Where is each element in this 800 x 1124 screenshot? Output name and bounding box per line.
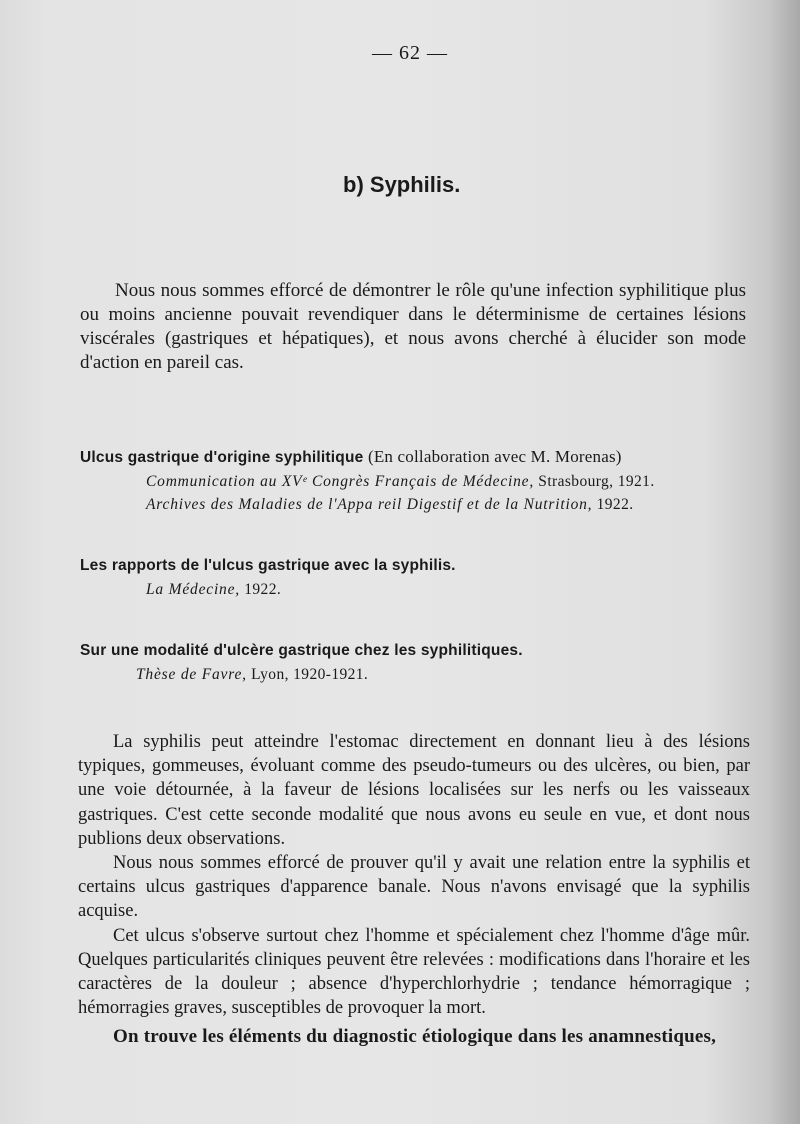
reference-title-text: Ulcus gastrique d'origine syphilitique [80, 449, 364, 466]
reference-source-line [136, 666, 368, 684]
reference-source-line [146, 581, 281, 599]
reference-source-italic: La Médecine, [146, 581, 240, 598]
reference-note: (En collaboration avec M. Morenas) [367, 447, 622, 466]
reference-title [80, 642, 523, 660]
section-label: b) [343, 172, 364, 197]
reference-source-line [146, 473, 655, 491]
reference-source-rest: Strasbourg, 1921. [538, 473, 655, 490]
reference-title-text: Les rapports de l'ulcus gastrique avec la syphilis. [80, 557, 456, 574]
reference-source-italic: Thèse de Favre, [136, 666, 247, 683]
intro-paragraph: Nous nous sommes efforcé de démontrer le rôle qu'une infection syphilitique plus ou moins ancienne pouvait revendiquer dans le déterminisme de certaines lésions viscérales (gastriques et hépatiques), et nous avons cherché à élucider son mode d'action en pareil cas. [80, 280, 746, 373]
reference-source-rest: 1922. [596, 496, 634, 513]
body-paragraph: Nous nous sommes efforcé de prouver qu'il y avait une relation entre la syphilis et certains ulcus gastriques d'apparence banale. Nous n'avons envisagé que la syphilis acquise. [78, 853, 750, 922]
body-paragraph: La syphilis peut atteindre l'estomac directement en donnant lieu à des lésions typiques, gommeuses, évoluant comme des pseudo-tumeurs ou des ulcères, ou bien, par une voie détournée, à la faveur de lésions localisées sur les nerfs ou les vaisseaux gastriques. C'est cette seconde modalité que nous avons eu seule en vue, et dont nous publions deux observations. [78, 732, 750, 849]
reference-source-line [146, 496, 634, 514]
reference-title-text: Sur une modalité d'ulcère gastrique chez les syphilitiques. [80, 642, 523, 659]
body-paragraph: Cet ulcus s'observe surtout chez l'homme et spécialement chez l'homme d'âge mûr. Quelques particularités cliniques peuvent être relevées : modifications dans l'horaire et les caractères de la douleur ; absence d'hyperchlorhydrie ; tendance hémorragique ; hémorragies graves, susceptibles de provoquer la mort. [78, 925, 750, 1019]
reference-source-italic: Communication au XVᵉ Congrès Français de Médecine, [146, 473, 535, 490]
reference-title [80, 447, 622, 467]
section-title: Syphilis. [369, 172, 461, 197]
reference-source-rest: Lyon, 1920-1921. [251, 666, 369, 683]
page-number: — 62 — [372, 42, 448, 64]
final-text-line: On trouve les éléments du diagnostic étiologique dans les anamnestiques, [113, 1026, 717, 1047]
body-text [78, 730, 750, 1020]
reference-source-rest: 1922. [244, 581, 282, 598]
reference-title [80, 557, 456, 575]
section-heading [343, 172, 460, 198]
reference-source-italic: Archives des Maladies de l'Appa reil Digestif et de la Nutrition, [146, 496, 593, 513]
